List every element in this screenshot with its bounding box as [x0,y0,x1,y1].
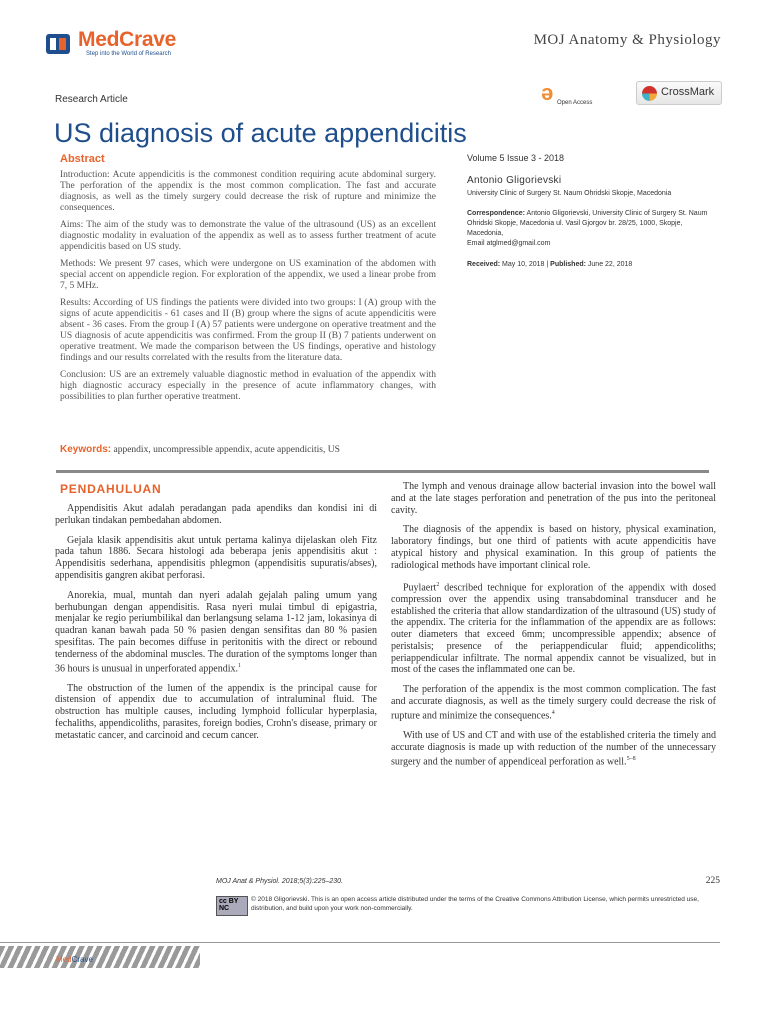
author-affiliation: University Clinic of Surgery St. Naum Ohridski Skopje, Macedonia [467,190,672,197]
abstract-heading: Abstract [60,153,105,165]
section-divider [56,470,709,473]
received-label: Received: [467,261,501,268]
abstract-methods: Methods: We present 97 cases, which were undergone on US examination of the abdomen with special accent on appendicle region. For exploration of the appendix, we used a linear probe from 7, 5 MHz. [60,259,436,291]
paragraph: Gejala klasik appendisitis akut untuk pertama kalinya dijelaskan oleh Fitz pada tahun 1886. Secara histologi ada beberapa jenis appendisitis akut : Appendisitis sederhana, appendisitis phlegmon (appendisitis supuratis/abses), appendisitis gangren akibat perforasi. [55,534,377,581]
medcrave-emblem-icon [44,30,74,58]
footer-citation: MOJ Anat & Physiol. 2018;5(3):225‒230. [216,878,343,885]
correspondence-label: Correspondence: [467,210,525,217]
cc-license-icon[interactable] [216,896,248,916]
footer-brand [56,955,93,964]
crossmark-button[interactable] [636,81,722,105]
paragraph [391,684,716,722]
paragraph-text: described technique for exploration of the appendix with dosed compression over the appendix using transabdominal transducer and he established the criteria that allow standardization of the ultrasound (US) study of the appendix. The criteria for the inflammation of the appendix are as follows: outer diameters that exceed 6mm; uncompressible appendix; absence of peristalsis; presence of the periappendicular fluid; appendicoliths; periappendicular infiltrate. The normal appendix cannot be visualized, but in most of the cases the inflammated one can be. [391,581,717,676]
citation-ref[interactable]: 5–8 [626,755,636,762]
logo-tagline: Step into the World of Research [86,51,171,57]
body-left-column [55,503,377,750]
paragraph [391,730,716,768]
cc-label: cc BY NC [219,898,239,912]
paragraph-text: The perforation of the appendix is the most common complication. The fast and accurate diagnosis, as well as the timely surgery could decrease the risk of rupture and minimize the consequences. [391,684,716,722]
crossmark-label: CrossMark [661,86,715,98]
citation-ref[interactable]: 4 [551,709,555,716]
paragraph-text: Anorekia, mual, muntah dan nyeri adalah gejalah paling umum yang berhubungan dengan appendisitis. Rasa nyeri mulai timbul di epigastria, menjalar ke regio periumbilikal dan berlangsung selama 1-12 jam, lokasinya di quadran kanan bawah pada 50 % pasien dengan sensifitas dan 80 % pasien spesifitas. The pain becomes diffuse in peritonitis with the direct or rebound tenderness of the abdominal muscles. The duration of the symptoms longer than 36 hours is unusual in unperforated appendix. [55,589,377,674]
abstract-results: Results: According of US findings the patients were divided into two groups: I (A) group with the signs of acute appendicitis - 61 cases and II (B) group where the signs of acute appendicitis were absent - 36 cases. From the group I (A) 57 patients were undergone on operative treatment and the US diagnosis of acute appendicitis was confirmed. From the group II (B) 7 patients underwent on operative treatment. We made the comparison between the US findings, operative and histology findings and our results correlated with the results from the literature data. [60,298,436,363]
section-heading: PENDAHULUAN [60,482,162,496]
article-type: Research Article [55,94,128,105]
body-right-column [391,481,716,776]
abstract-introduction: Introduction: Acute appendicitis is the commonest condition requiring acute abdominal surgery. The perforation of the appendix is the most common complication. The fast and accurate diagnosis, as well as the timely surgery could decrease the risk of rupture and minimize the consequences. [60,170,436,213]
page-number: 225 [705,876,720,886]
journal-name: MOJ Anatomy & Physiology [533,32,721,48]
published-label: Published: [550,261,586,268]
article-info [467,153,717,268]
volume-issue: Volume 5 Issue 3 - 2018 [467,153,565,163]
open-access-label: Open Access [557,100,593,106]
abstract-conclusion: Conclusion: US are an extremely valuable diagnostic method in evaluation of the appendix with high diagnostic accuracy especially in the presence of acute inflammatory changes, with possibilities to plan further operative treatment. [60,370,436,402]
open-access-badge[interactable] [541,82,611,112]
crossmark-icon [642,86,657,101]
paragraph-text: With use of US and CT and with use of the established criteria the timely and accurate diagnosis is made up with reduction of the number of the unnecessary surgery and the number of appendiceal perforation as well. [391,730,716,767]
paragraph: The obstruction of the lumen of the appendix is the principal cause for distension of appendix due to accumulation of intraluminal fluid. The obstruction has multiple causes, including lymphoid follicular hyperplasia, fechaliths, appendicoliths, parasites, foreign bodies, Crohn's disease, primary or metastatic cancer, and carcinoid and cecum cancer. [55,682,377,741]
footer-stripes [0,946,200,968]
paragraph [391,580,716,677]
keywords-list: appendix, uncompressible appendix, acute appendicitis, US [113,445,340,455]
abstract-aims: Aims: The aim of the study was to demonstrate the value of the ultrasound (US) as an excellent diagnostic modality in evaluation of the appendix as well as to assess further treatment of acute appendicitis based on US study. [60,220,436,252]
puylaert: Puylaert [403,581,437,593]
abstract-body [60,170,436,409]
footer-line [0,942,720,943]
keywords-label: Keywords: [60,444,112,455]
paragraph: Appendisitis Akut adalah peradangan pada apendiks dan kondisi ini di perlukan tindakan pembedahan abdomen. [55,503,377,526]
open-access-icon: ə [541,80,554,105]
paragraph [55,590,377,675]
article-title: US diagnosis of acute appendicitis [54,118,467,148]
author-name: Antonio Gligorievski [467,175,562,186]
license-text: © 2018 Gligorievski. This is an open access article distributed under the terms of the Creative Commons Attribution License, which permits unrestricted use, distribution, and build upon your work non-commercially. [251,896,699,912]
footer-brand-a: Med [56,955,72,964]
received-date: May 10, 2018 | [502,261,549,268]
citation-ref[interactable]: 2 [436,581,440,588]
keywords [60,444,440,455]
citation-ref[interactable]: 1 [238,662,242,669]
logo-text: MedCrave [78,28,176,51]
paragraph: The lymph and venous drainage allow bacterial invasion into the bowel wall and at the late stages perforation and penetration of the pus into the peritoneal cavity. [391,481,716,516]
email[interactable]: Email atglmed@gmail.com [467,240,551,247]
footer-brand-b: Crave [71,955,93,964]
dates [467,261,717,268]
correspondence-text: Antonio Gligorievski, University Clinic of Surgery St. Naum Ohridski Skopje, Macedonia ul. Vasil Gjorgov br. 28/25, 1000, Skopje, Macedonia, [467,210,708,237]
published-date: June 22, 2018 [587,261,633,268]
medcrave-logo[interactable] [44,28,192,62]
correspondence [467,209,717,249]
paragraph: The diagnosis of the appendix is based on history, physical examination, laboratory findings, but one third of patients with acute appendicitis have atypical history and physical examination. In this group of patients the radiological methods have important clinical role. [391,524,716,571]
